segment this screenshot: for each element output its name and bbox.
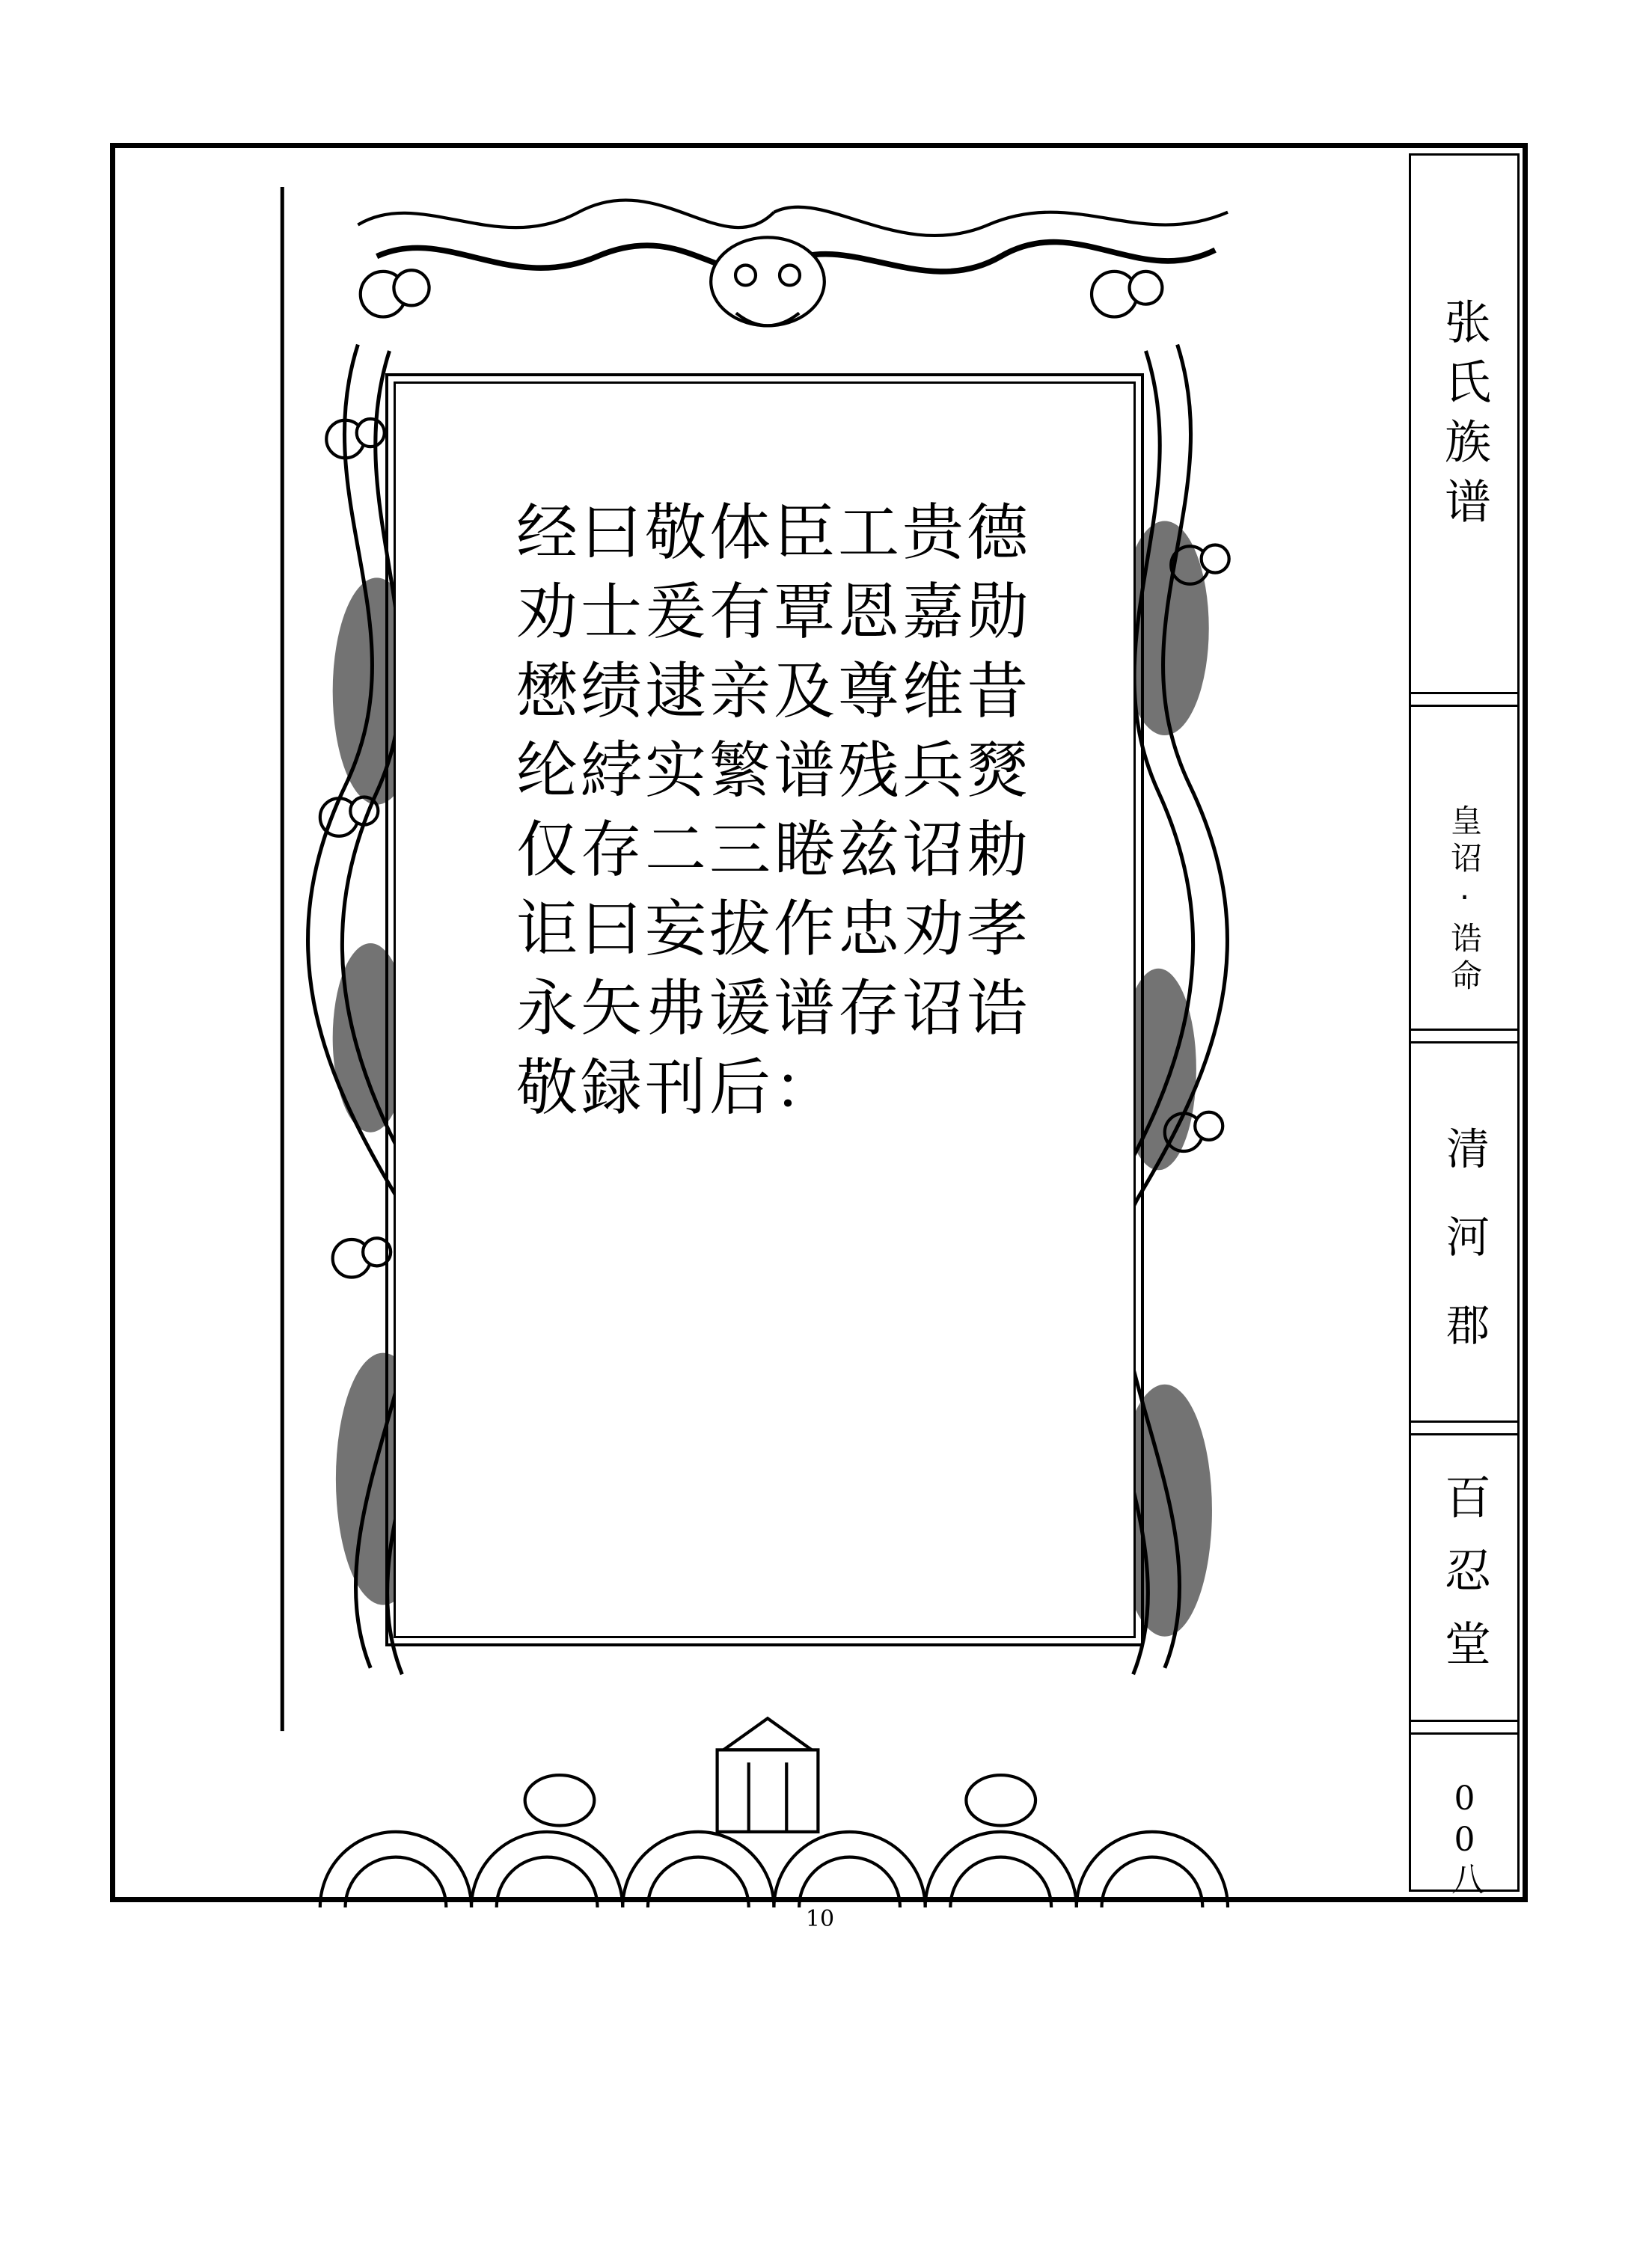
wave-icon (320, 1832, 1228, 1907)
text-line: 永矢弗谖谱存诏诰 (516, 973, 1032, 1044)
side-title-cell (1411, 156, 1517, 694)
page-number: 10 (805, 1906, 835, 1932)
side-place-cell (1411, 1041, 1517, 1423)
side-hall-cell (1411, 1433, 1517, 1722)
hall-name: 百忍堂 (1436, 1473, 1492, 1693)
edict-body-text (516, 494, 1055, 1128)
side-section-cell (1411, 705, 1517, 1031)
side-leaf-cell (1411, 1732, 1517, 2268)
section-title: 皇诏·诰命 (1446, 804, 1483, 996)
leaf-number: 00八 (1445, 1780, 1484, 1898)
clan-origin: 清河郡 (1439, 1126, 1490, 1391)
text-line: 懋绩逮亲及尊维昔 (516, 656, 1032, 727)
pavilion-icon (718, 1718, 819, 1832)
text-line: 纶綍实繁谱残兵燹 (516, 735, 1032, 806)
side-info-column (1409, 153, 1520, 1898)
text-line: 讵曰妄拔作忠劝孝 (516, 894, 1032, 965)
text-line: 仅存二三睠兹诏勅 (516, 815, 1032, 886)
dragon-head-icon (711, 237, 824, 325)
genealogy-title: 张氏族谱 (1436, 298, 1492, 537)
text-line: 经曰敬体臣工贵德 (516, 497, 1032, 568)
text-line: 劝士爰有覃恩嘉勋 (516, 577, 1032, 648)
text-line: 敬録刊后： (516, 1052, 839, 1124)
